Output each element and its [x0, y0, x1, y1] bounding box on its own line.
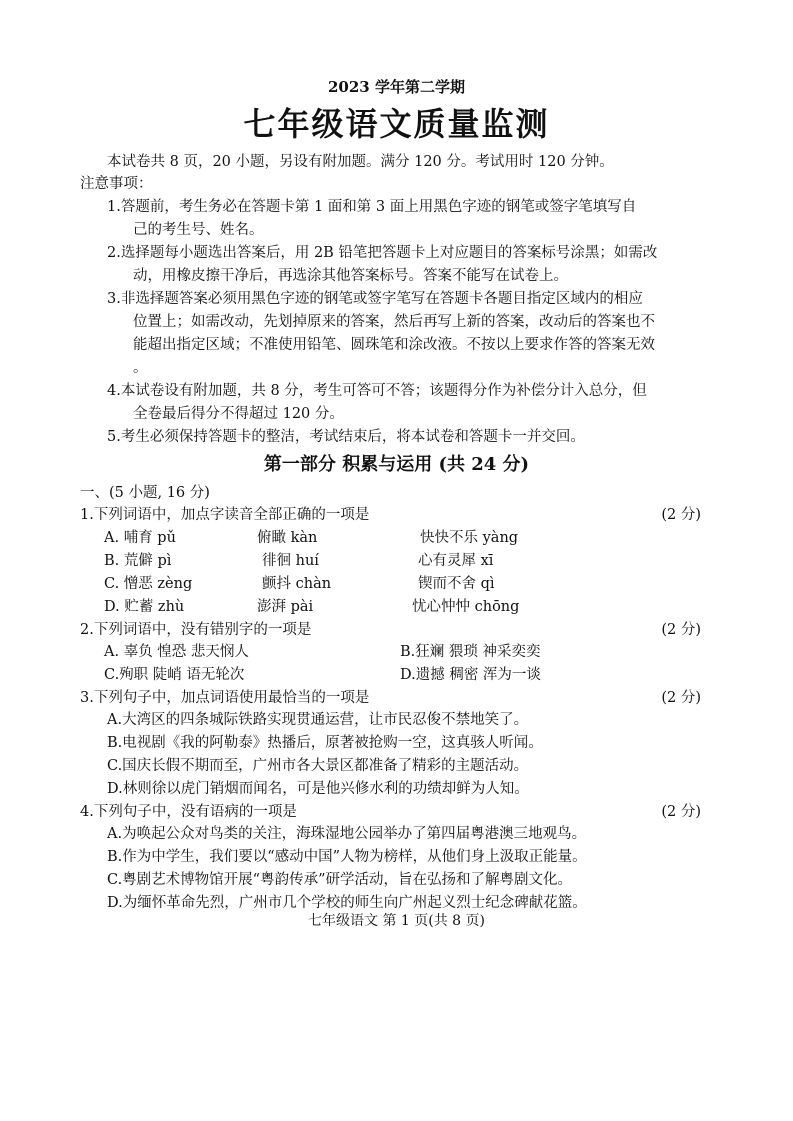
q1-option: 俯瞰 kàn [257, 530, 318, 546]
page-title: 七年级语文质量监测 [243, 105, 550, 143]
q1-option: 澎湃 pài [257, 599, 314, 615]
notice-line: 2.选择题每小题选出答案后，用 2B 铅笔把答题卡上对应题目的答案标号涂黑；如需改 [107, 245, 658, 261]
q1-option: 心有灵犀 xī [418, 553, 494, 569]
question-4-points: (2 分) [661, 804, 701, 820]
notice-line: 4.本试卷设有附加题，共 8 分，考生可答可不答；该题得分作为补偿分计入总分，但 [107, 383, 647, 399]
q1-option: 锲而不舍 qì [418, 576, 495, 592]
question-2-points: (2 分) [661, 622, 701, 638]
question-1-stem: 1.下列词语中，加点字读音全部正确的一项是 [80, 507, 370, 523]
q4-option: A.为唤起公众对鸟类的关注，海珠湿地公园举办了第四届粤港澳三地观鸟。 [107, 826, 587, 842]
q2-option: D.遗撼 稠密 浑为一谈 [400, 667, 541, 683]
q3-option: C.国庆长假不期而至，广州市各大景区都准备了精彩的主题活动。 [107, 758, 529, 774]
notice-line: 动，用橡皮擦干净后，再选涂其他答案标号。答案不能写在试卷上。 [133, 268, 568, 284]
question-1-points: (2 分) [661, 507, 701, 523]
notice-line: 己的考生号、姓名。 [133, 222, 264, 238]
section-label: 一、(5 小题, 16 分) [80, 485, 210, 501]
exam-intro: 本试卷共 8 页，20 小题，另设有附加题。满分 120 分。考试用时 120 分钟。 [107, 154, 614, 170]
question-3-points: (2 分) [661, 690, 701, 706]
q4-option: C.粤剧艺术博物馆开展“粤韵传承”研学活动，旨在弘扬和了解粤剧文化。 [107, 872, 573, 888]
q2-option: A. 辜负 惶恐 悲天悯人 [104, 644, 249, 660]
notice-line: 能超出指定区域；不准使用铅笔、圆珠笔和涂改液。不按以上要求作答的答案无效 [133, 337, 655, 353]
q3-option: D.林则徐以虎门销烟而闻名，可是他兴修水利的功绩却鲜为人知。 [107, 781, 529, 797]
question-2-stem: 2.下列词语中，没有错别字的一项是 [80, 622, 312, 638]
q3-option: A.大湾区的四条城际铁路实现贯通运营，让市民忍俊不禁地笑了。 [107, 712, 529, 728]
q1-option: 忧心忡忡 chōng [412, 599, 520, 615]
q2-option: C.殉职 陡峭 语无轮次 [104, 667, 245, 683]
notice-line: 。 [133, 360, 148, 376]
q1-option: D. 贮蓄 zhù [104, 599, 185, 615]
q4-option: D.为缅怀革命先烈，广州市几个学校的师生向广州起义烈士纪念碑献花篮。 [107, 895, 587, 911]
notice-line: 1.答题前，考生务必在答题卡第 1 面和第 3 面上用黑色字迹的钢笔或签字笔填写自 [107, 199, 637, 215]
exam-term: 2023 学年第二学期 [328, 78, 465, 96]
q3-option: B.电视剧《我的阿勒泰》热播后，原著被抢购一空，这真骇人听闻。 [107, 735, 543, 751]
q1-option: B. 荒僻 pì [104, 553, 172, 569]
q1-option: 颤抖 chàn [262, 576, 332, 592]
q1-option: A. 哺育 pǔ [104, 530, 176, 546]
q1-option: 徘徊 huí [262, 553, 319, 569]
notice-label: 注意事项： [80, 176, 153, 192]
q1-option: 快快不乐 yàng [420, 530, 519, 546]
q1-option: C. 憎恶 zèng [104, 576, 193, 592]
notice-line: 5.考生必须保持答题卡的整洁，考试结束后，将本试卷和答题卡一并交回。 [107, 429, 585, 445]
q2-option: B.狂斓 猥琐 神采奕奕 [400, 644, 541, 660]
page-footer: 七年级语文 第 1 页(共 8 页) [308, 913, 485, 929]
question-3-stem: 3.下列句子中，加点词语使用最恰当的一项是 [80, 690, 370, 706]
notice-line: 3.非选择题答案必须用黑色字迹的钢笔或签字笔写在答题卡各题目指定区域内的相应 [107, 291, 643, 307]
question-4-stem: 4.下列句子中，没有语病的一项是 [80, 804, 297, 820]
notice-line: 位置上；如需改动，先划掉原来的答案，然后再写上新的答案，改动后的答案也不 [133, 314, 655, 330]
part-title: 第一部分 积累与运用 (共 24 分) [263, 454, 530, 475]
q4-option: B.作为中学生，我们要以“感动中国”人物为榜样，从他们身上汲取正能量。 [107, 849, 587, 865]
notice-line: 全卷最后得分不得超过 120 分。 [133, 406, 344, 422]
